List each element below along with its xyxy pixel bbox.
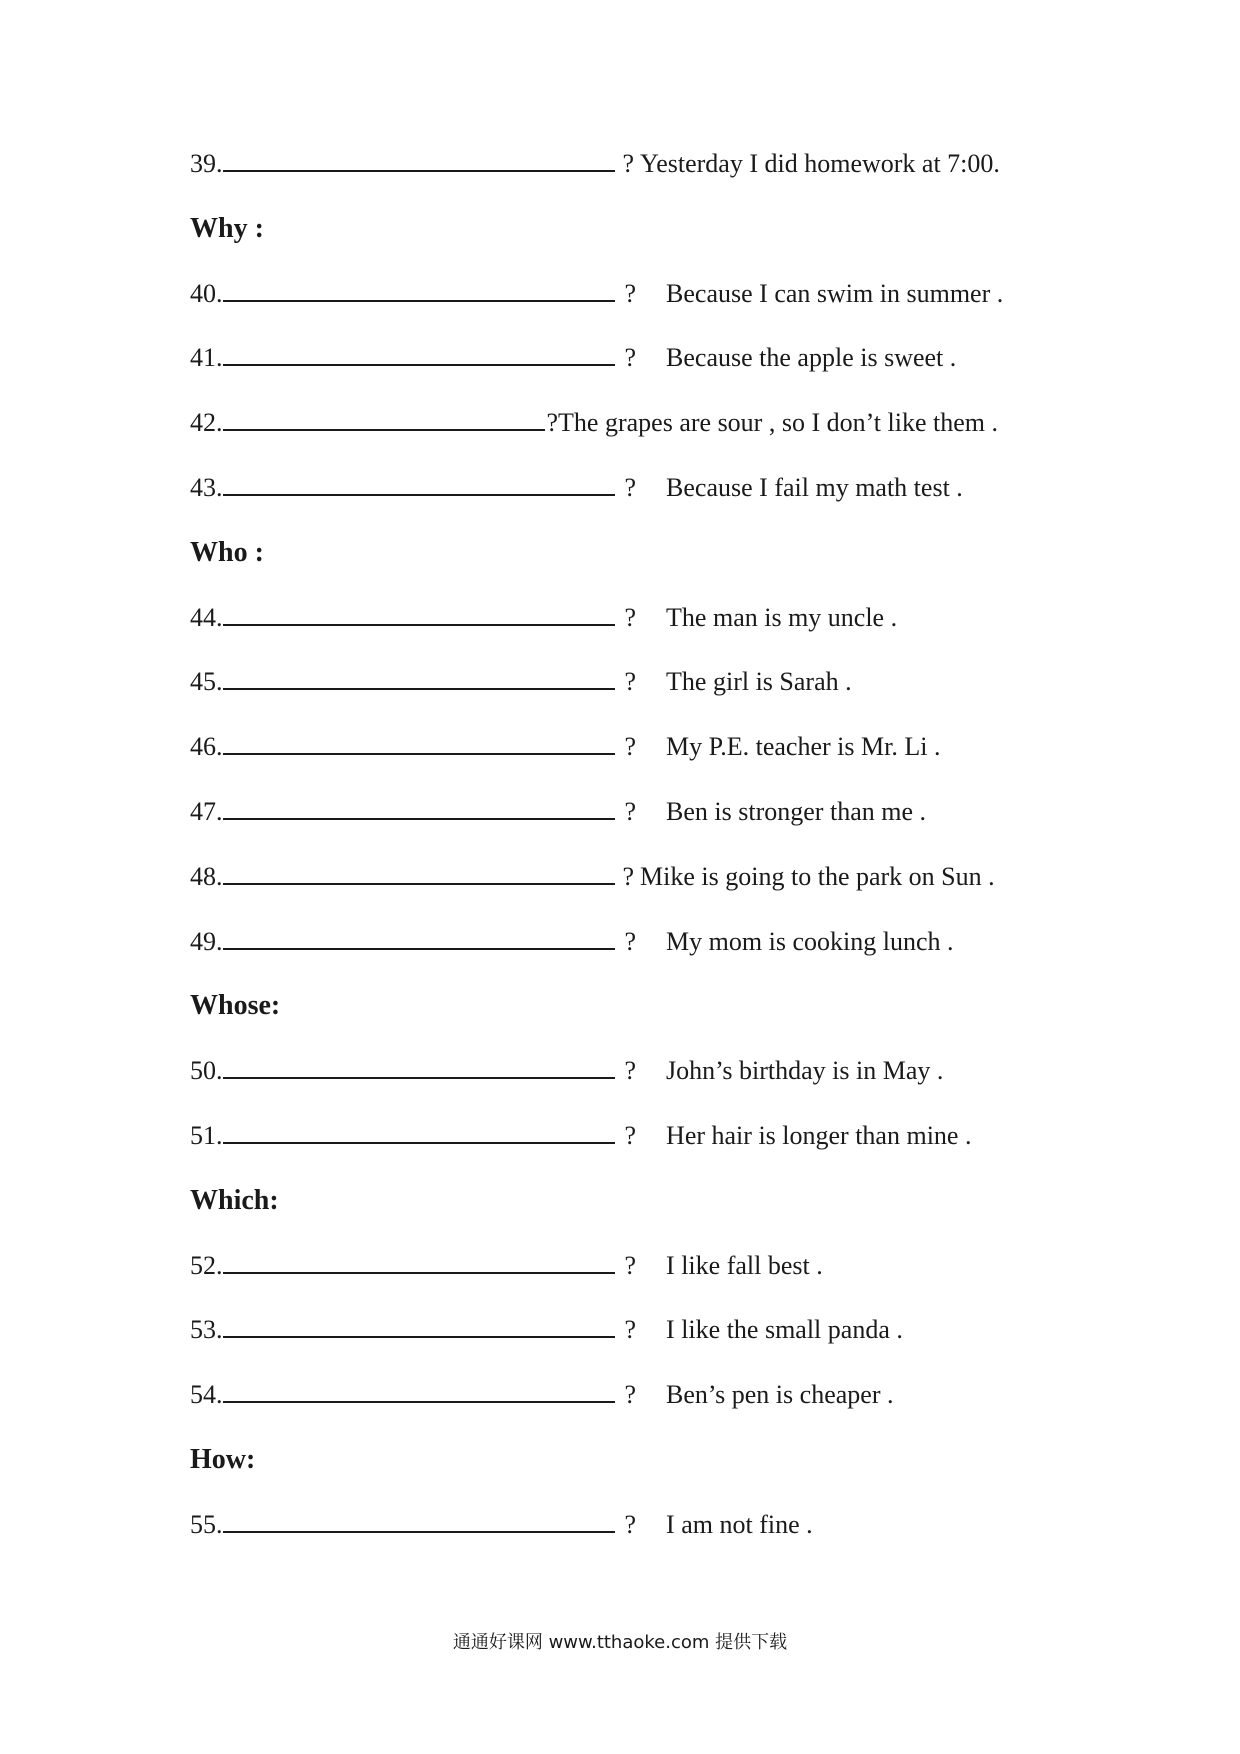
question-mark: ? [624, 797, 637, 826]
answer-blank[interactable] [223, 1246, 615, 1274]
question-mark: ? [624, 1121, 637, 1150]
question-row [190, 727, 940, 767]
question-number: 50. [190, 1056, 223, 1085]
answer-blank[interactable] [223, 1051, 615, 1079]
section-heading: Whose: [190, 990, 281, 1021]
question-row [190, 922, 953, 962]
section-heading: How: [190, 1444, 256, 1475]
question-row [190, 857, 995, 897]
question-number: 54. [190, 1380, 223, 1409]
question-row [190, 792, 926, 832]
answer-blank[interactable] [223, 598, 615, 626]
given-answer: Ben’s pen is cheaper . [666, 1380, 894, 1409]
question-number: 45. [190, 667, 223, 696]
question-mark: ? [624, 1056, 637, 1085]
question-number: 43. [190, 473, 223, 502]
answer-blank[interactable] [223, 1375, 615, 1403]
question-mark: ? [624, 1510, 637, 1539]
given-answer: Ben is stronger than me . [666, 797, 926, 826]
question-mark: ? [624, 1251, 637, 1280]
question-row [190, 1505, 813, 1545]
question-number: 39. [190, 149, 223, 178]
question-row [190, 662, 852, 702]
question-number: 41. [190, 343, 223, 372]
given-answer: The girl is Sarah . [666, 667, 852, 696]
given-answer: Because I fail my math test . [666, 473, 963, 502]
given-answer: Her hair is longer than mine . [666, 1121, 972, 1150]
footer-credit: 通通好课网 www.tthaoke.com 提供下载 [452, 1632, 788, 1653]
answer-blank[interactable] [223, 274, 615, 302]
answer-blank[interactable] [223, 922, 615, 950]
question-row [190, 1246, 823, 1286]
given-answer: Mike is going to the park on Sun . [640, 862, 995, 891]
question-mark: ? [624, 473, 637, 502]
answer-blank[interactable] [223, 403, 545, 431]
given-answer: Because I can swim in summer . [666, 279, 1004, 308]
given-answer: I like the small panda . [666, 1315, 903, 1344]
given-answer: John’s birthday is in May . [666, 1056, 944, 1085]
question-row [190, 468, 963, 508]
question-mark: ? [624, 732, 637, 761]
question-mark: ? [624, 279, 637, 308]
question-mark: ? [624, 927, 637, 956]
question-row [190, 1051, 943, 1091]
question-row [190, 1375, 893, 1415]
answer-blank[interactable] [223, 662, 615, 690]
section-heading: Who : [190, 537, 264, 568]
question-mark: ? [624, 667, 637, 696]
answer-blank[interactable] [223, 468, 615, 496]
question-number: 46. [190, 732, 223, 761]
question-row [190, 403, 998, 443]
answer-blank[interactable] [223, 1116, 615, 1144]
given-answer: My P.E. teacher is Mr. Li . [666, 732, 941, 761]
question-mark: ? [622, 862, 635, 891]
given-answer: Because the apple is sweet . [666, 343, 957, 372]
question-row [190, 1310, 903, 1350]
question-number: 40. [190, 279, 223, 308]
question-row [190, 274, 1003, 314]
question-row [190, 338, 956, 378]
answer-blank[interactable] [223, 1505, 615, 1533]
section-heading: Why : [190, 213, 264, 244]
given-answer: My mom is cooking lunch . [666, 927, 954, 956]
section-heading: Which: [190, 1185, 279, 1216]
question-number: 49. [190, 927, 223, 956]
question-number: 42. [190, 408, 223, 437]
answer-blank[interactable] [223, 338, 615, 366]
question-row [190, 598, 897, 638]
given-answer: The man is my uncle . [666, 603, 898, 632]
question-number: 51. [190, 1121, 223, 1150]
answer-blank[interactable] [223, 857, 615, 885]
question-row [190, 144, 1000, 184]
question-number: 44. [190, 603, 223, 632]
given-answer: I like fall best . [666, 1251, 823, 1280]
question-row [190, 1116, 971, 1156]
question-mark: ? [624, 1380, 637, 1409]
answer-blank[interactable] [223, 727, 615, 755]
question-mark: ? [622, 149, 635, 178]
question-number: 47. [190, 797, 223, 826]
question-mark: ? [624, 1315, 637, 1344]
question-mark: ? [546, 408, 559, 437]
question-number: 52. [190, 1251, 223, 1280]
answer-blank[interactable] [223, 1310, 615, 1338]
given-answer: Yesterday I did homework at 7:00. [640, 149, 1000, 178]
given-answer: I am not fine . [666, 1510, 813, 1539]
question-number: 48. [190, 862, 223, 891]
question-mark: ? [624, 603, 637, 632]
question-number: 55. [190, 1510, 223, 1539]
answer-blank[interactable] [223, 792, 615, 820]
question-number: 53. [190, 1315, 223, 1344]
answer-blank[interactable] [223, 144, 615, 172]
given-answer: The grapes are sour , so I don’t like them . [558, 408, 999, 437]
question-mark: ? [624, 343, 637, 372]
